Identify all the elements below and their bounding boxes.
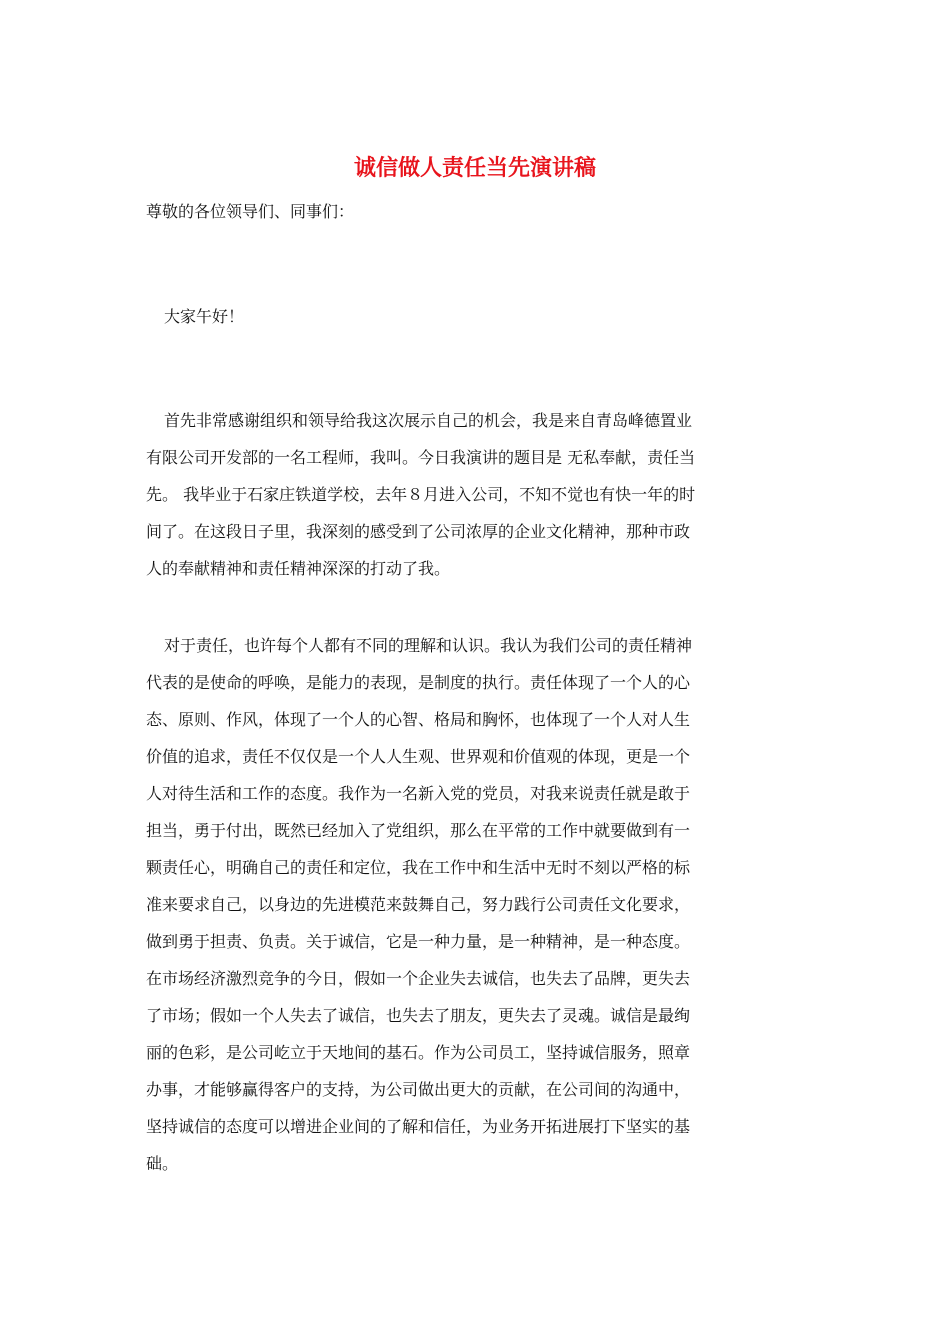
paragraph-line: 先。 我毕业于石家庄铁道学校，去年８月进入公司，不知不觉也有快一年的时 [146, 485, 696, 504]
paragraph-line: 人的奉献精神和责任精神深深的打动了我。 [146, 559, 451, 578]
document-title: 诚信做人责任当先演讲稿 [353, 155, 596, 181]
paragraph-line: 做到勇于担责、负责。关于诚信，它是一种力量，是一种精神，是一种态度。 [146, 932, 691, 951]
paragraph-line: 大家午好！ [164, 307, 245, 326]
paragraph-line: 对于责任，也许每个人都有不同的理解和认识。我认为我们公司的责任精神 [164, 636, 693, 655]
salutation: 尊敬的各位领导们、同事们： [146, 202, 355, 221]
paragraph-line: 办事，才能够赢得客户的支持，为公司做出更大的贡献，在公司间的沟通中， [146, 1080, 691, 1099]
paragraph-line: 人对待生活和工作的态度。我作为一名新入党的党员，对我来说责任就是敢于 [146, 784, 691, 803]
intro-paragraph [146, 402, 806, 587]
paragraph-line: 在市场经济激烈竞争的今日，假如一个企业失去诚信，也失去了品牌，更失去 [146, 969, 691, 988]
paragraph-line: 了市场；假如一个人失去了诚信，也失去了朋友，更失去了灵魂。诚信是最绚 [146, 1006, 691, 1025]
paragraph-line: 间了。在这段日子里，我深刻的感受到了公司浓厚的企业文化精神，那种市政 [146, 522, 691, 541]
paragraph-line: 础。 [146, 1154, 179, 1173]
paragraph-line: 价值的追求，责任不仅仅是一个人人生观、世界观和价值观的体现，更是一个 [146, 747, 691, 766]
greeting-paragraph [146, 298, 806, 335]
paragraph-line: 准来要求自己，以身边的先进模范来鼓舞自己，努力践行公司责任文化要求， [146, 895, 691, 914]
paragraph-line: 有限公司开发部的一名工程师，我叫。今日我演讲的题目是 无私奉献，责任当 [146, 448, 696, 467]
paragraph-line: 首先非常感谢组织和领导给我这次展示自己的机会，我是来自青岛峰德置业 [164, 411, 693, 430]
responsibility-paragraph [146, 627, 806, 1182]
paragraph-line: 颗责任心，明确自己的责任和定位，我在工作中和生活中无时不刻以严格的标 [146, 858, 691, 877]
paragraph-line: 代表的是使命的呼唤，是能力的表现，是制度的执行。责任体现了一个人的心 [146, 673, 691, 692]
paragraph-line: 担当，勇于付出，既然已经加入了党组织，那么在平常的工作中就要做到有一 [146, 821, 691, 840]
paragraph-line: 坚持诚信的态度可以增进企业间的了解和信任，为业务开拓进展打下坚实的基 [146, 1117, 691, 1136]
paragraph-line: 丽的色彩，是公司屹立于天地间的基石。作为公司员工，坚持诚信服务，照章 [146, 1043, 691, 1062]
paragraph-line: 态、原则、作风，体现了一个人的心智、格局和胸怀，也体现了一个人对人生 [146, 710, 691, 729]
